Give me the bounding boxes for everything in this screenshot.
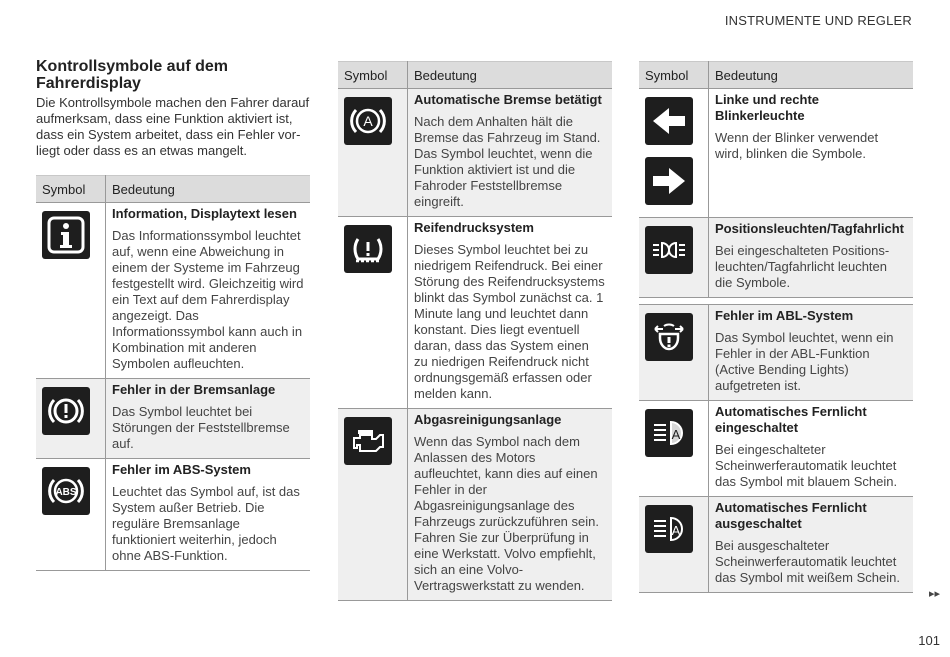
header-symbol: Symbol bbox=[36, 176, 106, 203]
table-row bbox=[36, 459, 310, 571]
table-row bbox=[338, 89, 612, 217]
row-description: Bei ausgeschalteter Scheinwerferautomatik leuchtet das Symbol mit weißem Schein. bbox=[715, 538, 900, 585]
row-description: Leuchtet das Symbol auf, ist das System außer Betrieb. Die reguläre Bremsanlage funktioniert weiterhin, jedoch ohne ABS-Funktion. bbox=[112, 484, 300, 563]
table-row bbox=[338, 409, 612, 601]
svg-text:A: A bbox=[363, 113, 373, 129]
row-description: Dieses Symbol leuchtet bei zu niedrigem Reifendruck. Bei einer Störung des Reifendrucksystems blinkt das Symbol zunächst ca. 1 Minute lang und leuchtet dann konstant. Dies liegt eventuell daran, dass das System einen zu niedrigen Reifendruck nicht ordnungsgemäß erfassen oder melden kann. bbox=[414, 242, 605, 401]
row-title: Automatische Bremse betätigt bbox=[414, 92, 602, 107]
row-title: Fehler im ABL-System bbox=[715, 308, 854, 323]
table-row bbox=[639, 218, 913, 298]
page-number: 101 bbox=[918, 633, 940, 648]
row-description: Das Informationssymbol leuchtet auf, wenn eine Abweichung in einem der Systeme im Fahrzeug festgestellt wird. Gleichzeitig wird ein Text auf dem Fahrerdisplay angezeigt. Das Informationssymbol kann auch in Kombination mit anderen Symbolen aufleuchten. bbox=[112, 228, 304, 371]
svg-text:ABS: ABS bbox=[55, 487, 77, 498]
info-icon bbox=[42, 211, 90, 259]
header-meaning: Bedeutung bbox=[408, 62, 613, 89]
table-row bbox=[639, 401, 913, 497]
auto-high-beam-off-icon bbox=[645, 505, 693, 553]
svg-text:A: A bbox=[671, 427, 681, 442]
row-title: Linke und rechte Blinkerleuchte bbox=[715, 92, 820, 123]
abl-fault-icon bbox=[645, 313, 693, 361]
table-row bbox=[36, 379, 310, 459]
position-lights-icon bbox=[645, 226, 693, 274]
row-description: Das Symbol leuchtet bei Störungen der Feststellbremse auf. bbox=[112, 404, 290, 451]
row-description: Wenn das Symbol nach dem Anlassen des Motors aufleuchtet, kann dies auf einen Fehler in der Abgasreinigungsanlage des Fahrzeugs zurückzuführen sein. Fahren Sie zur Überprüfung in eine Werkstatt. Volvo empfiehlt, sich an eine Volvo-Vertragswerkstatt zu wenden. bbox=[414, 434, 599, 593]
row-title: Fehler im ABS-System bbox=[112, 462, 251, 477]
section-header: INSTRUMENTE UND REGLER bbox=[724, 13, 912, 28]
row-title: Automatisches Fernlicht ausgeschaltet bbox=[715, 500, 867, 531]
row-description: Das Symbol leuchtet, wenn ein Fehler in der ABL-Funktion (Active Bending Lights) aufgetreten ist. bbox=[715, 330, 894, 393]
row-title: Fehler in der Bremsanlage bbox=[112, 382, 276, 397]
tire-pressure-icon bbox=[344, 225, 392, 273]
header-meaning: Bedeutung bbox=[709, 62, 914, 89]
turn-left-icon bbox=[645, 97, 693, 145]
row-title: Information, Displaytext lesen bbox=[112, 206, 297, 221]
row-description: Bei eingeschalteter Scheinwerferautomatik leuchtet das Symbol mit blauem Schein. bbox=[715, 442, 898, 489]
row-description: Wenn der Blinker verwendet wird, blinken die Symbole. bbox=[715, 130, 879, 161]
symbol-table-2 bbox=[338, 61, 612, 601]
table-row bbox=[639, 305, 913, 401]
table-row bbox=[36, 203, 310, 379]
row-title: Reifendrucksystem bbox=[414, 220, 534, 235]
section-title: Kontrollsymbole auf dem Fahrerdisplay bbox=[36, 58, 229, 92]
header-symbol: Symbol bbox=[639, 62, 709, 89]
symbol-table-1 bbox=[36, 175, 310, 571]
svg-text:A: A bbox=[671, 523, 681, 538]
column-3 bbox=[639, 61, 913, 593]
header-symbol: Symbol bbox=[338, 62, 408, 89]
intro-text: Die Kontrollsymbole machen den Fahrer darauf aufmerksam, dass eine Funktion aktiviert ist, dass ein System arbeitet, dass ein Fehler vorliegt oder dass es an etwas mangelt. bbox=[36, 95, 310, 158]
next-page-arrows-icon: ▸▸ bbox=[928, 588, 940, 600]
header-meaning: Bedeutung bbox=[106, 176, 311, 203]
table-row bbox=[639, 89, 913, 218]
parking-brake-fault-icon bbox=[42, 387, 90, 435]
row-description: Bei eingeschalteten Positionsleuchten/Tagfahrlicht leuchten die Symbole. bbox=[715, 243, 890, 290]
engine-icon bbox=[344, 417, 392, 465]
column-2 bbox=[338, 61, 612, 601]
column-1 bbox=[36, 58, 310, 571]
table-row bbox=[639, 497, 913, 593]
symbol-table-3 bbox=[639, 61, 913, 593]
auto-brake-icon bbox=[344, 97, 392, 145]
auto-high-beam-on-icon bbox=[645, 409, 693, 457]
table-row bbox=[338, 217, 612, 409]
turn-right-icon bbox=[645, 157, 693, 205]
row-description: Nach dem Anhalten hält die Bremse das Fahrzeug im Stand. Das Symbol leuchtet, wenn die Funktion aktiviert ist und die Fahroder Feststellbremse eingreift. bbox=[414, 114, 601, 209]
abs-icon bbox=[42, 467, 90, 515]
row-title: Abgasreinigungsanlage bbox=[414, 412, 562, 427]
row-title: Positionsleuchten/Tagfahrlicht bbox=[715, 221, 905, 236]
row-title: Automatisches Fernlicht eingeschaltet bbox=[715, 404, 867, 435]
